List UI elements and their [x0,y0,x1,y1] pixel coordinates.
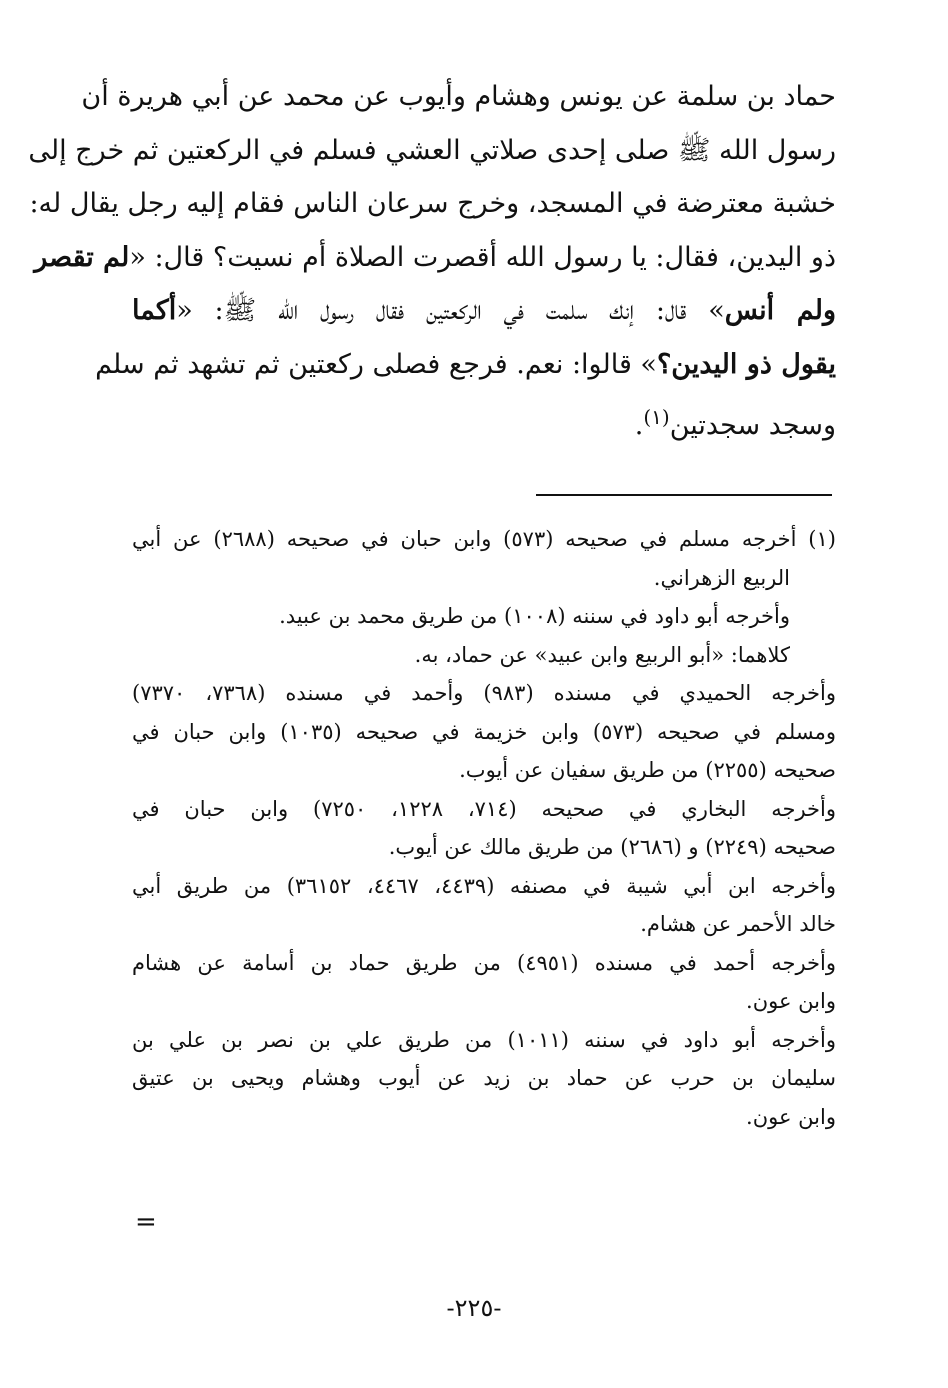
main-line-text: » قال: إنك سلمت في الركعتين فقال رسول الله ﷺ: « [176,295,725,326]
main-line-text: وسجد سجدتين [669,410,836,441]
hadith-quote-bold: ولم أنس [724,295,836,326]
footnote-line: صحيحه (٢٢٥٥) من طريق سفيان عن أيوب. [459,758,836,782]
main-line [95,338,836,392]
page-number: -٢٢٥- [446,1294,502,1322]
main-line-text: » قالوا: نعم. فرجع فصلى ركعتين ثم تشهد ثم سلم [95,348,657,380]
footnote-line: كلاهما: «أبو الربيع وابن عبيد» عن حماد، به. [414,642,790,667]
footnote-line: صحيحه (٢٢٤٩) و (٢٦٨٦) من طريق مالك عن أيوب. [388,835,836,859]
main-line [132,284,836,338]
footnote-line: وأخرجه ابن أبي شيبة في مصنفه (٤٤٣٩، ٤٤٦٧، ٣٦١٥٢) من طريق أبي [132,873,837,898]
hadith-quote-bold: يقول ذو اليدين؟ [656,348,836,380]
footnote-line: ومسلم في صحيحه (٥٧٣) وابن خزيمة في صحيحه (١٠٣٥) وابن حبان في [132,719,836,744]
footnote-line: خالد الأحمر عن هشام. [640,912,836,936]
main-line-text: ذو اليدين، فقال: يا رسول الله أقصرت الصلاة أم نسيت؟ قال: « [129,241,836,273]
main-line [34,231,836,285]
footnote-line: وأخرجه أبو داود في سننه (١٠١١) من طريق علي بن نصر بن علي بن [132,1027,836,1052]
footnote-line: وأخرجه البخاري في صحيحه (٧١٤، ١٢٢٨، ٧٢٥٠) وابن حبان في [132,796,836,821]
footnote-line: الربيع الزهراني. [653,565,790,590]
main-line [132,391,836,453]
footnote-line: (١) أخرجه مسلم في صحيحه (٥٧٣) وابن حبان في صحيحه (٢٦٨٨) عن أبي [132,527,836,551]
footnote-line: سليمان بن حرب عن حماد بن زيد عن أيوب وهشام ويحيى بن عتيق [132,1066,836,1090]
footnote-line: وابن عون. [746,989,836,1013]
footnotes-block [132,520,836,1136]
footnote-line: وأخرجه الحميدي في مسنده (٩٨٣) وأحمد في مسنده (٧٣٦٨، ٧٣٧٠) [132,681,836,705]
main-line: رسول الله ﷺ صلى إحدى صلاتي العشي فسلم في الركعتين ثم خرج إلى [28,134,836,166]
footnote-reference[interactable]: (١) [643,405,670,429]
footnote-separator [536,494,832,496]
hadith-quote-bold: لم تقصر [34,241,130,273]
main-line: خشبة معترضة في المسجد، وخرج سرعان الناس فقام إليه رجل يقال له: [29,188,836,219]
footnote-line: وأخرجه أبو داود في سننه (١٠٠٨) من طريق محمد بن عبيد. [279,604,790,628]
continuation-mark: = [135,1207,157,1237]
footnote-line: وابن عون. [746,1104,836,1129]
hadith-quote-bold: أكما [132,295,177,326]
main-line: حماد بن سلمة عن يونس وهشام وأيوب عن محمد عن أبي هريرة أن [81,81,836,112]
main-line-text: . [634,410,644,441]
footnote-line: وأخرجه أحمد في مسنده (٤٩٥١) من طريق حماد بن أسامة عن هشام [132,950,837,975]
main-text-block [28,70,836,453]
